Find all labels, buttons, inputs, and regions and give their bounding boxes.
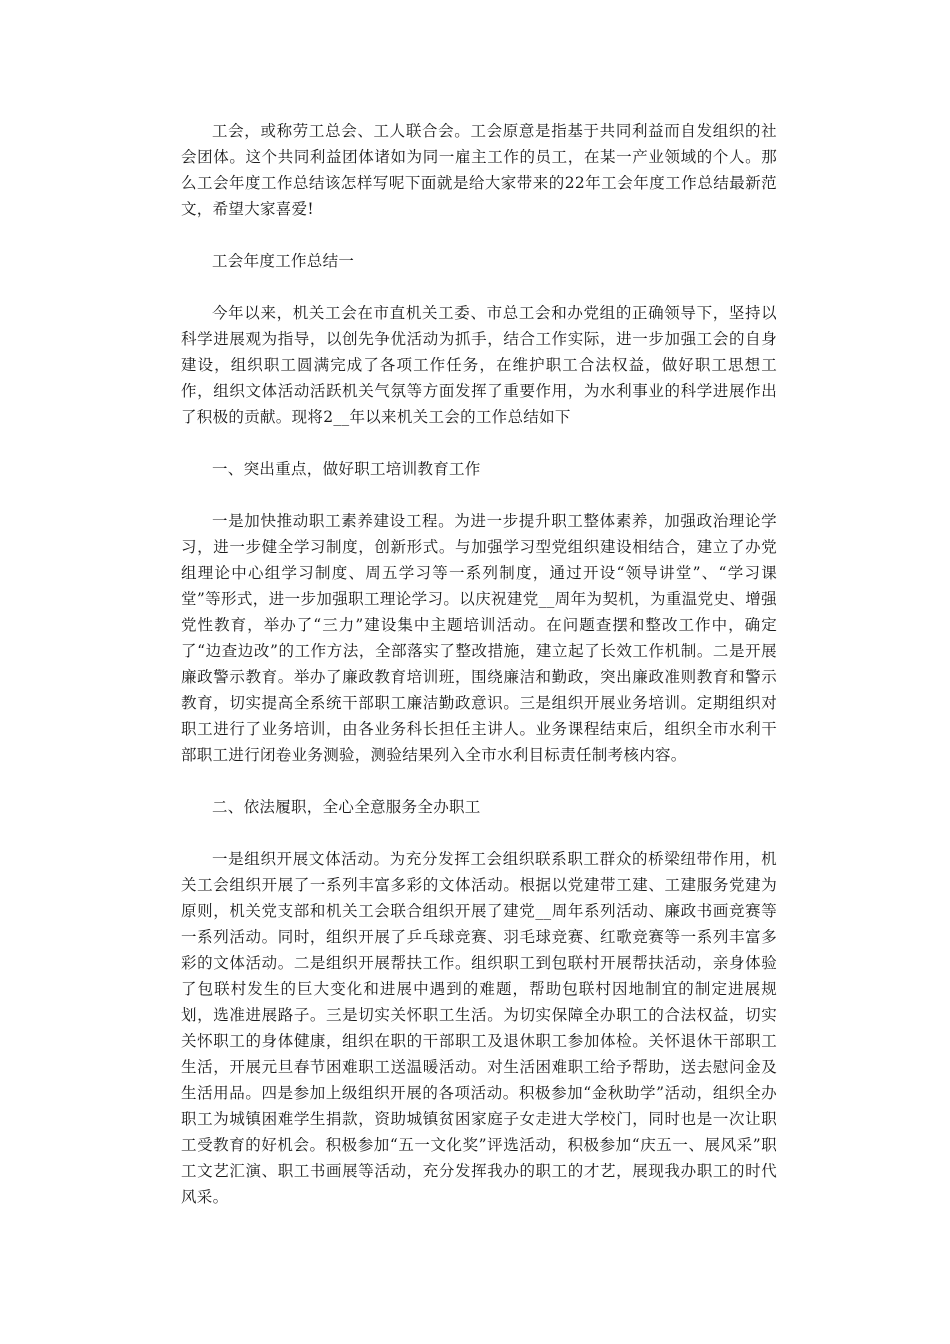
document-page — [181, 118, 777, 1236]
section-1-paragraph: 一是加快推动职工素养建设工程。为进一步提升职工整体素养，加强政治理论学习，进一步健全学习制度，创新形式。与加强学习型党组织建设相结合，建立了办党组理论中心组学习制度、周五学习等一系列制度，通过开设“领导讲堂”、“学习课堂”等形式，进一步加强职工理论学习。以庆祝建党__周年为契机，为重温党史、增强党性教育，举办了“三力”建设集中主题培训活动。在问题查摆和整改工作中，确定了“边查边改”的工作方法，全部落实了整改措施，建立起了长效工作机制。二是开展廉政警示教育。举办了廉政教育培训班，围绕廉洁和勤政，突出廉政准则教育和警示教育，切实提高全系统干部职工廉洁勤政意识。三是组织开展业务培训。定期组织对职工进行了业务培训，由各业务科长担任主讲人。业务课程结束后，组织全市水利干部职工进行闭卷业务测验，测验结果列入全市水利目标责任制考核内容。 — [181, 512, 777, 764]
section-1-heading: 一、突出重点，做好职工培训教育工作 — [212, 460, 481, 478]
section-2-heading: 二、依法履职，全心全意服务全办职工 — [212, 798, 481, 816]
intro-paragraph: 工会，或称劳工总会、工人联合会。工会原意是指基于共同利益而自发组织的社会团体。这个共同利益团体诸如为同一雇主工作的员工，在某一产业领域的个人。那么工会年度工作总结该怎样写呢下面就是给大家带来的22年工会年度工作总结最新范文，希望大家喜爱! — [181, 122, 777, 218]
section-2-paragraph: 一是组织开展文体活动。为充分发挥工会组织联系职工群众的桥梁纽带作用，机关工会组织开展了一系列丰富多彩的文体活动。根据以党建带工建、工建服务党建为原则，机关党支部和机关工会联合组织开展了建党__周年系列活动、廉政书画竞赛等一系列活动。同时，组织开展了乒乓球竞赛、羽毛球竞赛、红歌竞赛等一系列丰富多彩的文体活动。二是组织开展帮扶工作。组织职工到包联村开展帮扶活动，亲身体验了包联村发生的巨大变化和进展中遇到的难题，帮助包联村因地制宜的制定进展规划，选准进展路子。三是切实关怀职工生活。为切实保障全办职工的合法权益，切实关怀职工的身体健康，组织在职的干部职工及退休职工参加体检。关怀退休干部职工生活，开展元旦春节困难职工送温暖活动。对生活困难职工给予帮助，送去慰问金及生活用品。四是参加上级组织开展的各项活动。积极参加“金秋助学”活动，组织全办职工为城镇困难学生捐款，资助城镇贫困家庭子女走进大学校门，同时也是一次让职工受教育的好机会。积极参加“五一文化奖”评选活动，积极参加“庆五一、展风采”职工文艺汇演、职工书画展等活动，充分发挥我办的职工的才艺，展现我办职工的时代风采。 — [181, 850, 777, 1206]
document-title: 工会年度工作总结一 — [212, 252, 355, 270]
opening-paragraph: 今年以来，机关工会在市直机关工委、市总工会和办党组的正确领导下，坚持以科学进展观为指导，以创先争优活动为抓手，结合工作实际，进一步加强工会的自身建设，组织职工圆满完成了各项工作任务，在维护职工合法权益，做好职工思想工作，组织文体活动活跃机关气氛等方面发挥了重要作用，为水利事业的科学进展作出了积极的贡献。现将2__年以来机关工会的工作总结如下 — [181, 304, 777, 426]
